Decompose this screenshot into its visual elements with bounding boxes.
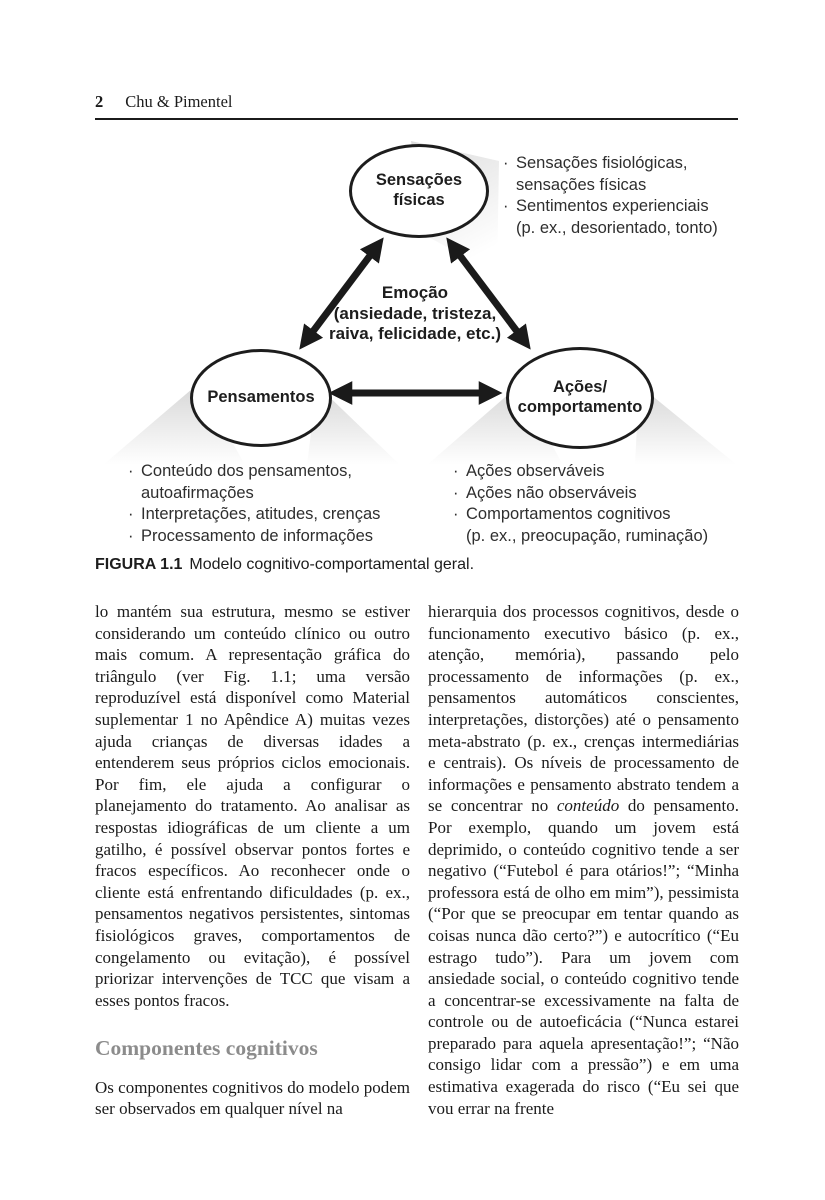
figure-caption-text: Modelo cognitivo-comportamental geral. [189, 556, 475, 573]
node-thoughts [190, 349, 332, 447]
node-actions-behavior [506, 347, 654, 449]
bullet-icon: · [503, 197, 509, 215]
sensations-bullet-list [503, 153, 743, 239]
body-paragraph: hierarquia dos processos cognitivos, desde o funcionamento executivo básico (p. ex., atenção, memória), passando pelo processamento de informações (p. ex., pensamentos automáticos conscientes, interpretações, distorções) até o pensamento meta-abstrato (p. ex., crenças intermediárias e centrais). Os níveis de processamento de informações e pensamento abstrato tendem a se concentrar no conteúdo do pensamento. Por exemplo, quando um jovem está deprimido, o conteúdo cognitivo tende a ser negativo (“Futebol é para otários!”; “Minha professora está de olho em mim”), pessimista (“Por que se preocupar em tentar quando as coisas nunca dão certo?”) e autocrítico (“Eu estrago tudo”). Para um jovem com ansiedade social, o conteúdo cognitivo tende a concentrar-se excessivamente na falta de controle ou de autoeficácia (“Nunca estarei preparado para aquela apresentação!”; “Não consigo lidar com a pressão”) e em uma estimativa exagerada do risco (“Eu sei que vou errar na frente [428, 602, 739, 1118]
node-label: comportamento [517, 398, 643, 416]
emotion-center-label [285, 283, 545, 345]
bullet-icon: · [128, 505, 134, 523]
list-item [503, 196, 743, 218]
list-item-text: Conteúdo dos pensamentos, [141, 462, 352, 480]
list-item-text: autoafirmações [141, 483, 254, 502]
figure-caption-label: FIGURA 1.1 [95, 556, 183, 573]
actions-bullet-list [453, 461, 723, 547]
list-item [503, 218, 743, 240]
thoughts-bullet-list [128, 461, 408, 547]
list-item [453, 526, 723, 548]
list-item-text: (p. ex., desorientado, tonto) [516, 218, 718, 237]
bullet-icon: · [128, 462, 134, 480]
list-item [453, 504, 723, 526]
node-label: físicas [393, 191, 445, 209]
right-text-column [428, 601, 739, 1119]
list-item [128, 526, 408, 548]
running-header [95, 92, 738, 120]
section-heading-componentes-cognitivos: Componentes cognitivos [95, 1036, 318, 1061]
list-item-text: Ações observáveis [466, 462, 605, 480]
list-item [128, 461, 408, 483]
body-paragraph: lo mantém sua estrutura, mesmo se estiver considerando um conteúdo clínico ou outro mais comum. A representação gráfica do triângulo (ver Fig. 1.1; uma versão reproduzível está disponível como Material suplementar 1 no Apêndice A) muitas vezes ajuda crianças de diversas idades a entenderem seus próprios ciclos emocionais. Por fim, ele ajuda a configurar o planejamento do tratamento. Ao analisar as respostas idiográficas de um cliente a um gatilho, é possível observar pontos fortes e fracos específicos. Ao reconhecer onde o cliente está enfrentando dificuldades (p. ex., pensamentos negativos persistentes, sintomas fisiológicos graves, comportamentos de congelamento ou evitação), é possível priorizar intervenções de TCC que visam a esses pontos fracos. [95, 602, 410, 1010]
node-label: Pensamentos [207, 388, 315, 407]
list-item-text: Comportamentos cognitivos [466, 505, 671, 523]
list-item [503, 175, 743, 197]
list-item-text: sensações físicas [516, 175, 647, 194]
node-physical-sensations [349, 144, 489, 238]
bullet-icon: · [453, 462, 459, 480]
list-item [128, 483, 408, 505]
emotion-line: Emoção [381, 283, 449, 302]
bullet-icon: · [453, 505, 459, 523]
list-item [453, 461, 723, 483]
emotion-line: (ansiedade, tristeza, [333, 303, 497, 323]
list-item [128, 504, 408, 526]
emotion-line: raiva, felicidade, etc.) [329, 324, 501, 344]
list-item-text: Interpretações, atitudes, crenças [141, 505, 381, 523]
node-label: Sensações [375, 171, 463, 190]
list-item-text: Processamento de informações [141, 526, 374, 545]
list-item-text: Sensações fisiológicas, [516, 154, 688, 172]
bullet-icon: · [128, 526, 134, 545]
page-number: 2 [95, 92, 104, 111]
list-item-text: (p. ex., preocupação, ruminação) [466, 526, 709, 545]
list-item [453, 483, 723, 505]
node-label: Ações/ [552, 378, 608, 397]
left-text-column [95, 601, 410, 1120]
figure-1-1 [95, 135, 740, 555]
list-item-text: Ações não observáveis [466, 483, 637, 502]
list-item [503, 153, 743, 175]
body-paragraph: Os componentes cognitivos do modelo podem ser observados em qualquer nível na [95, 1077, 410, 1119]
running-head-title: Chu & Pimentel [125, 92, 233, 111]
bullet-icon: · [503, 154, 509, 172]
list-item-text: Sentimentos experienciais [516, 197, 709, 215]
bullet-icon: · [453, 483, 459, 502]
figure-caption [95, 556, 738, 574]
